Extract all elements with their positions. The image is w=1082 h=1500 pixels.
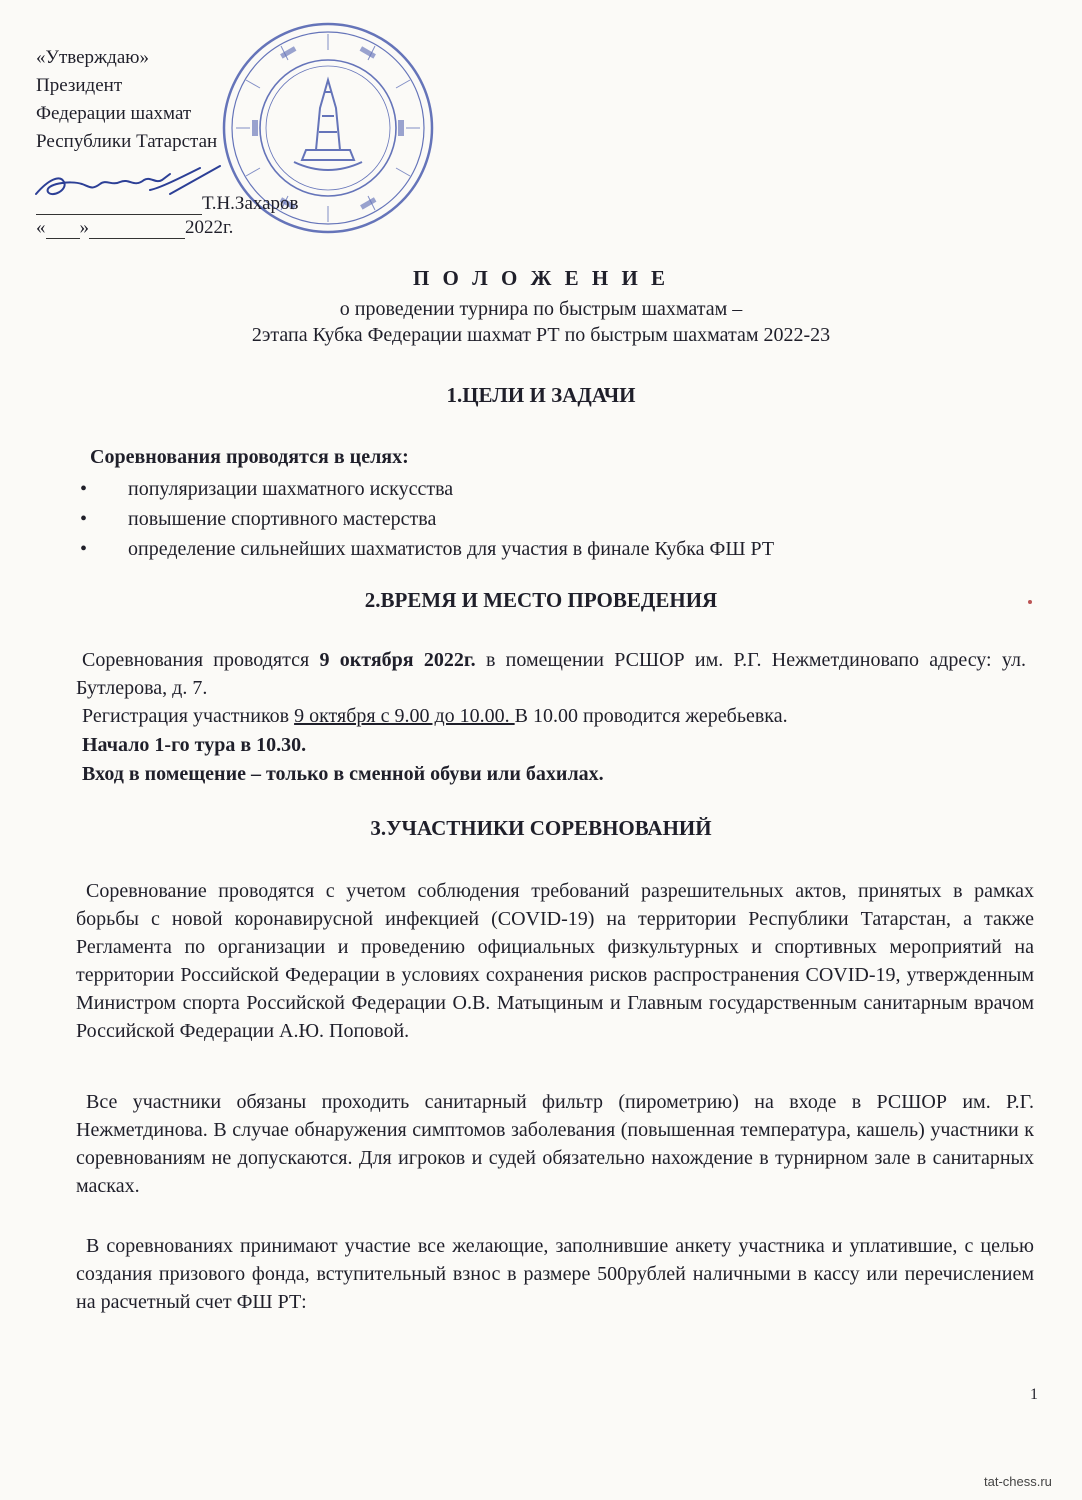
approval-block bbox=[36, 44, 217, 156]
section1-heading: 1.ЦЕЛИ И ЗАДАЧИ bbox=[446, 383, 636, 407]
month-blank bbox=[89, 220, 185, 239]
venue-text-start: Соревнования проводятся bbox=[82, 649, 320, 671]
day-blank bbox=[46, 220, 80, 239]
list-item bbox=[80, 534, 774, 564]
bullet-icon: • bbox=[80, 478, 88, 500]
section3-paragraph-covid: Соревнование проводятся с учетом соблюдения требований разрешительных актов, принятых в рамках борьбы с новой коронавирусной инфекцией (COVID-19) на территории Республики Татарстан, а также Регламента по организации и проведению официальных физкультурных и спортивных мероприятий на территории Российской Федерации в условиях сохранения рисков распространения COVID-19, утвержденным Министром спорта Российской Федерации О.В. Матыциным и Главным государственным санитарным врачом Российской Федерации А.Ю. Поповой. bbox=[76, 880, 1034, 1042]
section1-bullet-list bbox=[80, 474, 774, 564]
scan-speck bbox=[1028, 600, 1032, 604]
section3-heading: 3.УЧАСТНИКИ СОРЕВНОВАНИЙ bbox=[370, 816, 712, 840]
bullet-icon: • bbox=[80, 538, 88, 560]
entry-rule: Вход в помещение – только в сменной обуви или бахилах. bbox=[82, 763, 604, 785]
signature-blank bbox=[36, 196, 202, 215]
first-round-start: Начало 1-го тура в 10.30. bbox=[82, 734, 307, 756]
section1-lead: Соревнования проводятся в целях: bbox=[90, 446, 409, 468]
list-item-text: повышение спортивного мастерства bbox=[128, 508, 437, 530]
date-close-quote: » bbox=[79, 217, 89, 238]
draw-time: В 10.00 проводится жеребьевка. bbox=[514, 705, 788, 727]
signatory-name: Т.Н.Захаров bbox=[202, 193, 299, 214]
venue-text-end: в помещении РСШОР им. Р.Г. Нежметдиновапо адресу: ул. Бутлерова, д. 7. bbox=[76, 649, 1026, 699]
document-subtitle-line1: о проведении турнира по быстрым шахматам – bbox=[339, 298, 743, 320]
registration-label: Регистрация участников bbox=[82, 705, 295, 727]
date-open-quote: « bbox=[36, 217, 46, 238]
signature-line bbox=[36, 193, 299, 215]
approval-organization-line2: Республики Татарстан bbox=[36, 131, 218, 152]
section2-heading: 2.ВРЕМЯ И МЕСТО ПРОВЕДЕНИЯ bbox=[364, 588, 718, 612]
bullet-icon: • bbox=[80, 508, 88, 530]
site-watermark: tat-chess.ru bbox=[984, 1474, 1052, 1489]
registration-line bbox=[82, 705, 788, 728]
list-item-text: определение сильнейших шахматистов для участия в финале Кубка ФШ РТ bbox=[128, 538, 775, 560]
page-number: 1 bbox=[1030, 1386, 1038, 1403]
list-item bbox=[80, 504, 774, 534]
event-date: 9 октября 2022г. bbox=[319, 649, 476, 671]
date-year: 2022г. bbox=[185, 217, 234, 238]
list-item-text: популяризации шахматного искусства bbox=[128, 478, 454, 500]
document-title: П О Л О Ж Е Н И Е bbox=[412, 266, 670, 290]
section3-paragraph-participation: В соревнованиях принимают участие все желающие, заполнившие анкету участника и уплатившие, с целью создания призового фонда, вступительный взнос в размере 500рублей наличными в кассу или перечислением на расчетный счет ФШ РТ: bbox=[76, 1235, 1034, 1313]
document-subtitle-line2: 2этапа Кубка Федерации шахмат РТ по быстрым шахматам 2022-23 bbox=[251, 324, 831, 346]
approval-organization-line1: Федерации шахмат bbox=[36, 103, 192, 124]
section3-paragraph-sanitary: Все участники обязаны проходить санитарный фильтр (пирометрию) на входе в РСШОР им. Р.Г. Нежметдинова. В случае обнаружения симптомов заболевания (повышенная температура, кашель) участники к соревнованиям не допускаются. Для игроков и судей обязательно нахождение в турнирном зале в санитарных масках. bbox=[76, 1091, 1034, 1197]
section2-paragraph-venue bbox=[76, 646, 1026, 702]
list-item bbox=[80, 474, 774, 504]
approval-label: «Утверждаю» bbox=[36, 47, 149, 68]
approval-position: Президент bbox=[36, 75, 123, 96]
registration-time: 9 октября с 9.00 до 10.00. bbox=[294, 705, 515, 727]
approval-date-line bbox=[36, 217, 233, 239]
